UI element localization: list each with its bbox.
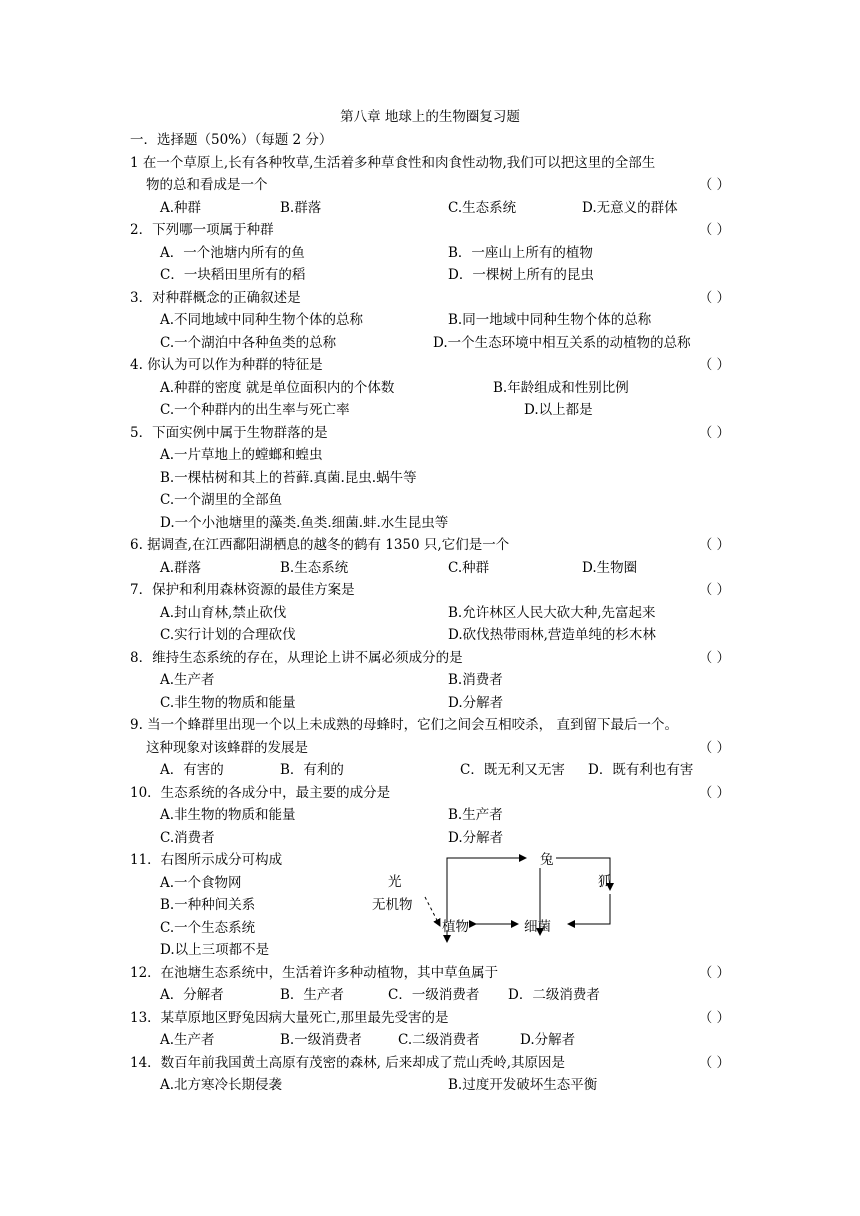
option-c: C.非生物的物质和能量 [160,694,296,711]
question-10-options-row-2 [130,827,730,850]
diagram-label-fox: 狐 [598,874,612,890]
diagram-label-inorganic: 无机物 [372,897,413,913]
question-7-stem [130,579,730,602]
diagram-label-bacteria: 细菌 [524,919,551,935]
option-d: D．一棵树上所有的昆虫 [448,267,594,283]
diagram-label-light: 光 [388,874,402,890]
question-13-options [130,1029,730,1052]
question-14-stem [130,1052,730,1075]
option-d: D.分解者 [448,829,504,846]
option-d: D.一个生态环境中相互关系的动植物的总称 [433,334,691,351]
question-2-options-row-1 [130,242,730,265]
question-3-stem-text: 3．对种群概念的正确叙述是 [130,289,301,306]
answer-blank: （ ） [698,784,730,801]
option-d: D.分解者 [448,694,504,711]
option-a: A.种群 [160,199,202,216]
answer-blank: （ ） [698,222,730,238]
option-b: B.一棵枯树和其上的苔藓.真菌.昆虫.蜗牛等 [160,469,417,486]
question-2-stem-text: 2．下列哪一项属于种群 [130,222,274,238]
option-a: A.生产者 [160,672,215,688]
question-8-stem-text: 8．维持生态系统的存在，从理论上讲不属必须成分的是 [130,649,463,666]
option-c: C．一块稻田里所有的稻 [160,267,306,283]
option-d: D．既有利也有害 [588,762,694,778]
question-5-stem [130,422,730,445]
question-1-options [130,197,730,220]
question-13-stem-text: 13．某草原地区野兔因病大量死亡,那里最先受害的是 [130,1009,449,1026]
question-5-stem-text: 5．下面实例中属于生物群落的是 [130,424,328,441]
option-d: D．二级消费者 [508,987,600,1003]
answer-blank: （ ） [698,649,730,666]
answer-blank: （ ） [698,582,730,598]
question-8-options-row-2 [130,692,730,715]
option-b: B．有利的 [280,762,344,778]
question-8-stem [130,647,730,670]
question-10-stem-text: 10．生态系统的各成分中，最主要的成分是 [130,784,391,801]
option-a: A.北方寒冷长期侵袭 [160,1077,283,1093]
question-9-stem: 9. 当一个蜂群里出现一个以上未成熟的母蜂时，它们之间会互相咬杀， 直到留下最后一个。 [130,717,678,733]
answer-blank: （ ） [698,1054,730,1071]
question-1-stem-text: 物的总和看成是一个 [146,177,268,193]
question-3-options-row-1 [130,309,730,332]
option-b: B.过度开发破坏生态平衡 [448,1077,598,1093]
option-d: D.砍伐热带雨林,营造单纯的杉木林 [448,627,656,643]
option-c: C.种群 [448,559,490,576]
option-b: B.一种种间关系 [160,897,256,913]
option-b: B.允许林区人民大砍大种,先富起来 [448,604,656,621]
answer-blank: （ ） [698,289,730,306]
question-4-options-row-2 [130,399,730,422]
option-c: C.一个生态系统 [160,919,256,936]
answer-blank: （ ） [698,739,730,756]
option-d: D.生物圈 [582,559,638,576]
question-4-stem [130,354,730,377]
option-c: C．一级消费者 [388,987,480,1003]
diagram-label-plant: 植物 [442,919,469,935]
option-d: D.一个小池塘里的藻类.鱼类.细菌.蚌.水生昆虫等 [160,514,449,531]
question-6-stem-text: 6. 据调查,在江西鄱阳湖栖息的越冬的鹤有 1350 只,它们是一个 [130,537,510,553]
question-2-stem [130,219,730,242]
option-c: C.一个湖泊中各种鱼类的总称 [160,334,337,351]
option-a: A．分解者 [160,987,224,1003]
option-b: B.一级消费者 [280,1032,362,1048]
option-a: A.种群的密度 就是单位面积内的个体数 [160,379,395,396]
section-heading: 一．选择题（50%）（每题 2 分） [130,132,333,148]
option-c: C.一个种群内的出生率与死亡率 [160,402,350,418]
option-b: B．一座山上所有的植物 [448,244,593,261]
option-c: C.消费者 [160,829,215,846]
option-b: B.生产者 [448,807,503,823]
question-9-stem-cont [130,737,730,760]
option-c: C.实行计划的合理砍伐 [160,627,296,643]
option-c: C.生态系统 [448,199,517,216]
option-d: D.分解者 [520,1032,576,1048]
question-6-stem [130,534,730,557]
question-12-stem [130,962,730,985]
option-c: C.一个湖里的全部鱼 [160,492,283,508]
question-2-options-row-2 [130,264,730,287]
question-12-options [130,984,730,1007]
question-10-stem [130,782,730,805]
option-b: B.群落 [280,199,322,216]
answer-blank: （ ） [698,177,730,193]
question-3-stem [130,287,730,310]
question-4-stem-text: 4. 你认为可以作为种群的特征是 [130,357,323,373]
question-14-stem-text: 14．数百年前我国黄土高原有茂密的森林, 后来却成了荒山秃岭,其原因是 [130,1054,566,1071]
question-8-options-row-1 [130,669,730,692]
option-b: B.同一地域中同种生物个体的总称 [448,312,652,328]
option-a: A.封山育林,禁止砍伐 [160,604,287,621]
question-1-stem-cont [130,174,730,197]
option-b: B.年龄组成和性别比例 [493,379,629,396]
option-a: A．一个池塘内所有的鱼 [160,244,305,261]
page-title: 第八章 地球上的生物圈复习题 [340,109,520,125]
option-d: D.无意义的群体 [582,199,678,216]
question-14-options [130,1074,730,1097]
answer-blank: （ ） [698,537,730,553]
question-12-stem-text: 12．在池塘生态系统中，生活着许多种动植物，其中草鱼属于 [130,964,499,981]
option-b: B.生态系统 [280,559,349,576]
option-c: C.二级消费者 [398,1032,480,1048]
question-3-options-row-2 [130,332,730,355]
question-list [130,129,730,1097]
question-9-stem-text: 这种现象对该蜂群的发展是 [146,739,308,756]
option-a: A.生产者 [160,1032,215,1048]
question-7-options-row-2 [130,624,730,647]
answer-blank: （ ） [698,964,730,981]
option-a: A.一片草地上的螳螂和蝗虫 [160,447,323,463]
option-a: A.一个食物网 [160,874,242,891]
answer-blank: （ ） [698,424,730,441]
question-10-options-row-1 [130,804,730,827]
question-11-stem: 11．右图所示成分可构成 [130,852,283,868]
option-a: A.不同地域中同种生物个体的总称 [160,312,364,328]
question-13-stem [130,1007,730,1030]
question-6-options [130,557,730,580]
option-d: D.以上三项都不是 [160,942,270,958]
option-b: B.消费者 [448,672,503,688]
answer-blank: （ ） [698,357,730,373]
diagram-label-rabbit: 兔 [540,852,554,868]
answer-blank: （ ） [698,1009,730,1026]
question-7-options-row-1 [130,602,730,625]
question-7-stem-text: 7．保护和利用森林资源的最佳方案是 [130,582,355,598]
question-1-stem: 1 在一个草原上,长有各种牧草,生活着多种草食性和肉食性动物,我们可以把这里的全部生 [130,154,656,171]
option-a: A.非生物的物质和能量 [160,807,296,823]
option-b: B．生产者 [280,987,344,1003]
option-d: D.以上都是 [524,402,593,418]
question-4-options-row-1 [130,377,730,400]
option-a: A．有害的 [160,762,224,778]
question-9-options [130,759,730,782]
option-c: C．既无利又无害 [460,762,565,778]
option-a: A.群落 [160,559,202,576]
